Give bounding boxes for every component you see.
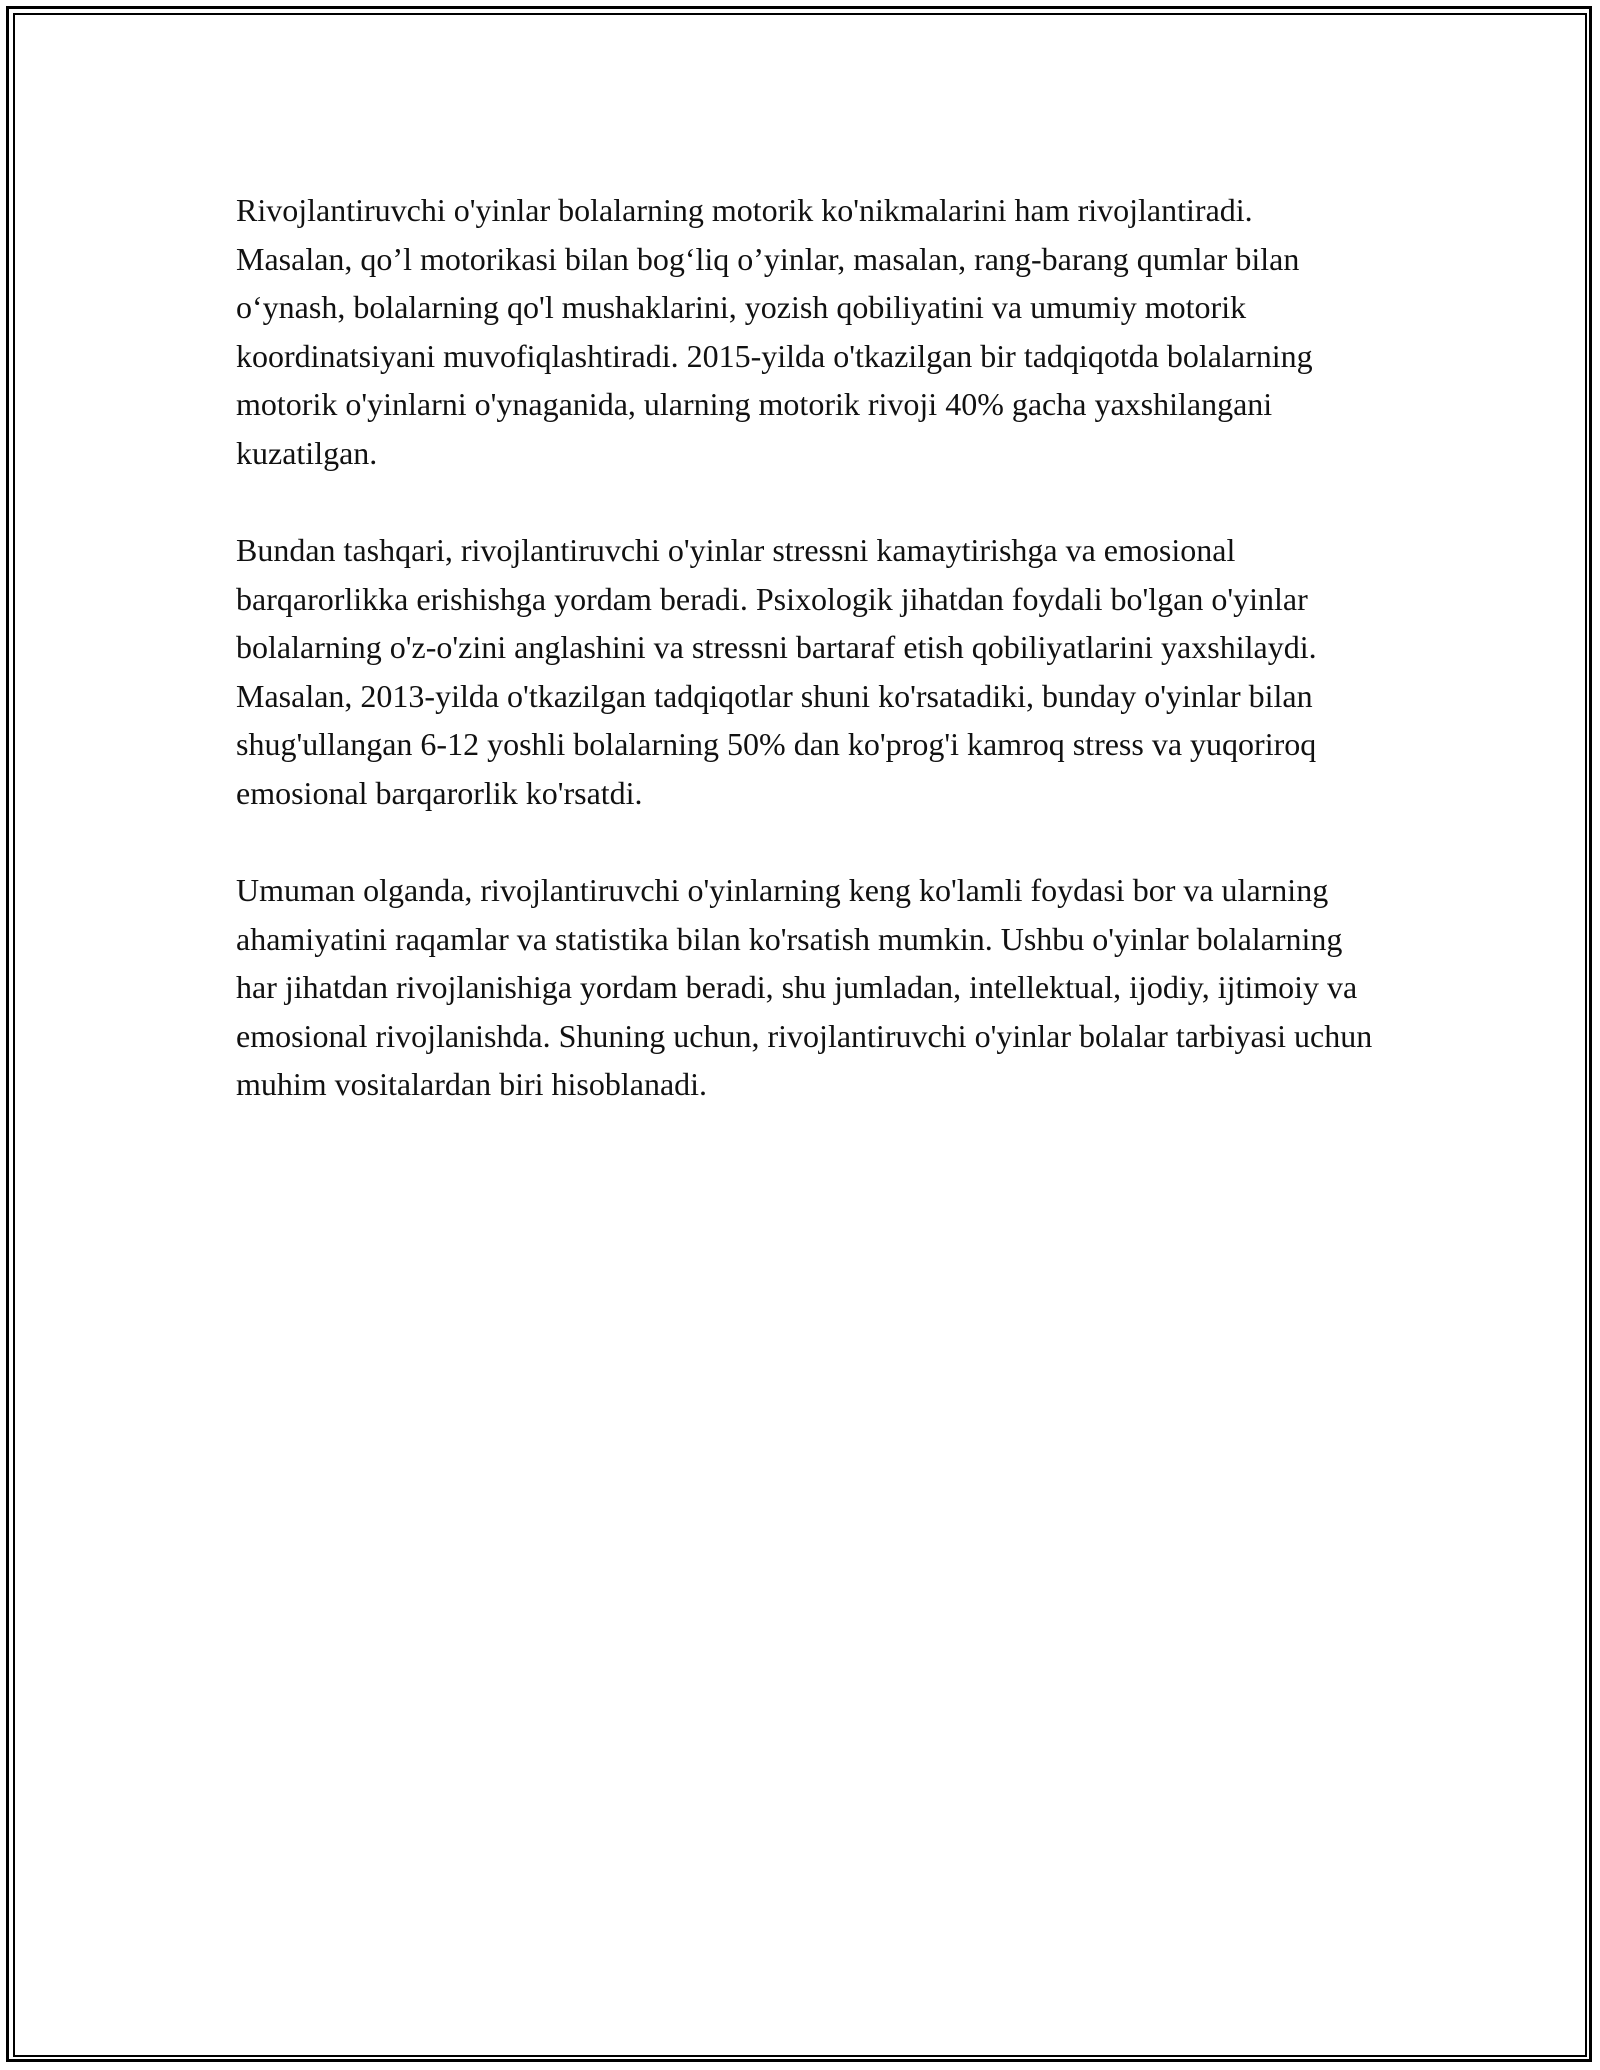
paragraph-motor-skills: Rivojlantiruvchi o'yinlar bolalarning motorik ko'nikmalarini ham rivojlantiradi. Masalan, qo’l motorikasi bilan bog‘liq o’yinlar, masalan, rang-barang qumlar bilan o‘ynash, bolalarning qo'l mushaklarini, yozish qobiliyatini va umumiy motorik koordinatsiyani muvofiqlashtiradi. 2015-yilda o'tkazilgan bir tadqiqotda bolalarning motorik o'yinlarni o'ynaganida, ularning motorik rivoji 40% gacha yaxshilangani kuzatilgan.: [236, 192, 1313, 471]
paragraph-stress-reduction: Bundan tashqari, rivojlantiruvchi o'yinlar stressni kamaytirishga va emosional barqarorlikka erishishga yordam beradi. Psixologik jihatdan foydali bo'lgan o'yinlar bolalarning o'z-o'zini anglashini va stressni bartaraf etish qobiliyatlarini yaxshilaydi. Masalan, 2013-yilda o'tkazilgan tadqiqotlar shuni ko'rsatadiki, bunday o'yinlar bilan shug'ullangan 6-12 yoshli bolalarning 50% dan ko'prog'i kamroq stress va yuqoriroq emosional barqarorlik ko'rsatdi.: [236, 532, 1317, 811]
document-body: [236, 186, 1376, 1158]
paragraph-conclusion: Umuman olganda, rivojlantiruvchi o'yinlarning keng ko'lamli foydasi bor va ularning ahamiyatini raqamlar va statistika bilan ko'rsatish mumkin. Ushbu o'yinlar bolalarning har jihatdan rivojlanishiga yordam beradi, shu jumladan, intellektual, ijodiy, ijtimoiy va emosional rivojlanishda. Shuning uchun, rivojlantiruvchi o'yinlar bolalar tarbiyasi uchun muhim vositalardan biri hisoblanadi.: [236, 872, 1373, 1102]
